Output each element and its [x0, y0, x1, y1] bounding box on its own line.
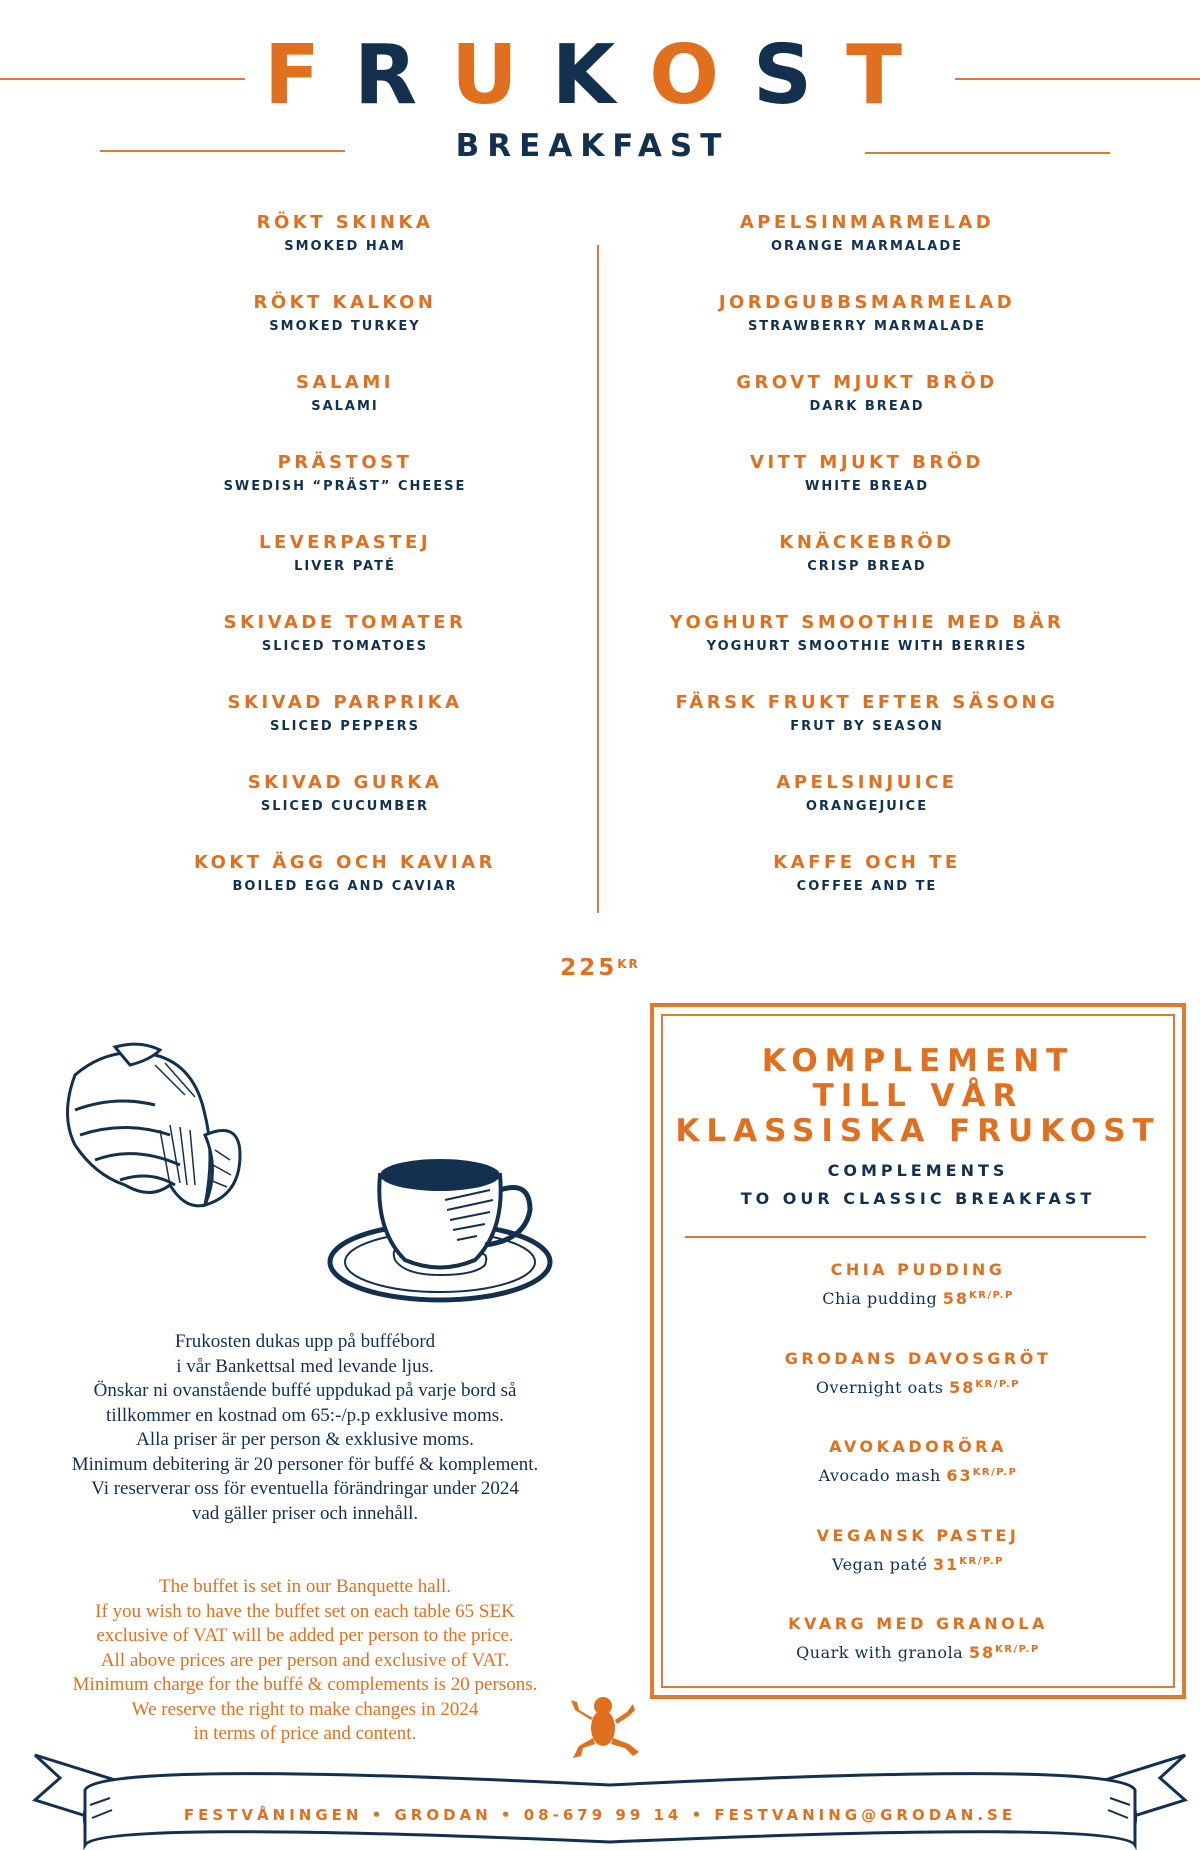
info-line: i vår Bankettsal med levande ljus. [176, 1355, 434, 1377]
title-letter: O [649, 28, 754, 123]
footer-contact: FESTVÅNINGEN • GRODAN • 08-679 99 14 • FESTVANING@GRODAN.SE [183, 1806, 1017, 1824]
menu-item-swedish: SKIVAD PARPRIKA [227, 692, 463, 713]
menu-item-english: ORANGEJUICE [805, 799, 929, 814]
title-letter: F [263, 28, 354, 123]
menu-item-swedish: SALAMI [296, 372, 394, 393]
menu-item-swedish: KNÄCKEBRÖD [779, 532, 955, 553]
complement-item [661, 1346, 1175, 1401]
info-line: exclusive of VAT will be added per person to the price. [96, 1625, 514, 1646]
complement-line [661, 1460, 1175, 1489]
info-line: in terms of price and content. [193, 1723, 417, 1744]
complements-title-line: TILL VÅR [812, 1078, 1024, 1114]
title-letter: R [354, 28, 452, 123]
complement-price: 58 [968, 1643, 996, 1662]
info-line: We reserve the right to make changes in 2024 [131, 1698, 479, 1720]
complements-subtitle-line: TO OUR CLASSIC BREAKFAST [740, 1189, 1096, 1208]
menu-item-english: BOILED EGG AND CAVIAR [232, 879, 458, 894]
complement-item [661, 1523, 1175, 1578]
menu-item-english: SLICED CUCUMBER [260, 799, 430, 814]
croissant-illustration [55, 1035, 255, 1225]
menu-item [632, 690, 1102, 770]
menu-item-swedish: KOKT ÄGG OCH KAVIAR [193, 852, 497, 873]
info-line: Önskar ni ovanstående buffé uppdukad på varje bord så [93, 1380, 517, 1401]
complement-item [661, 1611, 1175, 1666]
menu-item-english: ORANGE MARMALADE [770, 239, 964, 254]
menu-item [632, 530, 1102, 610]
complement-name-swedish: KVARG MED GRANOLA [788, 1614, 1048, 1633]
title-letter: T [846, 28, 937, 123]
menu-item-english: WHITE BREAD [805, 479, 929, 494]
complement-price: 31 [933, 1554, 960, 1574]
menu-item [110, 210, 580, 290]
complement-price: 63 [946, 1466, 973, 1485]
menu-item [110, 450, 580, 530]
menu-column-left [110, 210, 580, 930]
menu-item-english: SWEDISH “PRÄST” CHEESE [223, 479, 467, 494]
menu-item [110, 770, 580, 850]
menu-item-swedish: PRÄSTOST [277, 452, 413, 473]
menu-item [632, 370, 1102, 450]
info-line: If you wish to have the buffet set on each table 65 SEK [95, 1600, 515, 1622]
page-subtitle: BREAKFAST [455, 128, 730, 164]
complements-title-line: KOMPLEMENT [761, 1043, 1075, 1079]
menu-item-english: SLICED TOMATOES [261, 639, 429, 654]
menu-item-english: FRUT BY SEASON [790, 719, 944, 734]
menu-item [632, 290, 1102, 370]
menu-item-swedish: GROVT MJUKT BRÖD [736, 372, 998, 393]
complement-price: 58 [949, 1377, 976, 1397]
menu-item-swedish: VITT MJUKT BRÖD [750, 452, 984, 473]
complement-price-unit: KR/P.P [969, 1290, 1014, 1301]
menu-item [632, 450, 1102, 530]
buffet-price [0, 955, 1200, 981]
complements-title-line: KLASSISKA FRUKOST [675, 1113, 1161, 1149]
menu-item-english: SLICED PEPPERS [270, 719, 420, 734]
title-letter: K [551, 28, 650, 123]
menu-item-swedish: APELSINJUICE [776, 772, 958, 793]
menu-item-english: SMOKED TURKEY [269, 319, 421, 334]
complement-name-english: Avocado mash [818, 1466, 941, 1485]
menu-item [110, 610, 580, 690]
menu-item-swedish: APELSINMARMELAD [739, 212, 995, 233]
menu-item [110, 370, 580, 450]
info-line: Vi reserverar oss för eventuella förändringar under 2024 [91, 1478, 519, 1499]
complements-divider [685, 1236, 1146, 1238]
complement-item [661, 1257, 1175, 1312]
menu-item-english: SALAMI [311, 399, 379, 414]
complement-item [661, 1434, 1175, 1489]
menu-item [110, 530, 580, 610]
menu-item [632, 610, 1102, 690]
ribbon-banner [30, 1750, 1190, 1850]
info-line: Frukosten dukas upp på buffébord [174, 1331, 436, 1352]
info-english [20, 1575, 590, 1747]
complement-line [661, 1637, 1175, 1666]
menu-item-english: CRISP BREAD [807, 559, 927, 574]
menu-item-swedish: LEVERPASTEJ [258, 532, 432, 553]
menu-item [632, 770, 1102, 850]
menu-item [632, 210, 1102, 290]
menu-item [110, 850, 580, 930]
complement-price: 58 [942, 1289, 970, 1308]
column-divider [597, 245, 599, 913]
title-letter: S [753, 28, 847, 123]
menu-item-english: COFFEE AND TE [796, 879, 938, 894]
info-line: Minimum charge for the buffé & complements is 20 persons. [72, 1674, 538, 1695]
complement-name-swedish: AVOKADORÖRA [829, 1437, 1007, 1456]
menu-item-swedish: KAFFE OCH TE [773, 852, 961, 873]
price-unit: KR [617, 957, 640, 971]
info-line: tillkommer en kostnad om 65:-/p.p exklusive moms. [106, 1404, 504, 1426]
menu-item-swedish: JORDGUBBSMARMELAD [718, 292, 1016, 313]
complement-line [661, 1283, 1175, 1312]
menu-item-english: SMOKED HAM [284, 239, 406, 254]
complements-subtitle-line: COMPLEMENTS [827, 1161, 1009, 1180]
price-amount: 225 [560, 955, 618, 981]
complement-name-english: Quark with granola [796, 1643, 964, 1662]
complement-price-unit: KR/P.P [995, 1644, 1040, 1655]
info-swedish [20, 1330, 590, 1526]
menu-item [110, 290, 580, 370]
coffee-cup-illustration [325, 1150, 555, 1305]
info-line: Minimum debitering är 20 personer för buffé & komplement. [71, 1453, 539, 1475]
menu-item-english: LIVER PATÉ [294, 559, 396, 574]
complements-subtitle [661, 1157, 1175, 1213]
page-title [0, 30, 1200, 122]
complement-name-swedish: CHIA PUDDING [830, 1260, 1006, 1279]
info-line: vad gäller priser och innehåll. [191, 1502, 419, 1524]
menu-item-english: DARK BREAD [809, 399, 925, 414]
title-letter: U [451, 28, 552, 123]
info-line: Alla priser är per person & exklusive moms. [136, 1429, 474, 1450]
menu-item-swedish: SKIVADE TOMATER [223, 612, 467, 633]
menu-item-swedish: YOGHURT SMOOTHIE MED BÄR [669, 612, 1065, 633]
menu-item-swedish: FÄRSK FRUKT EFTER SÄSONG [675, 692, 1059, 713]
complement-line [661, 1549, 1175, 1578]
complement-name-english: Chia pudding [822, 1289, 938, 1308]
menu-item-english: YOGHURT SMOOTHIE WITH BERRIES [706, 639, 1028, 654]
menu-item [632, 850, 1102, 930]
complement-price-unit: KR/P.P [972, 1467, 1018, 1478]
complement-price-unit: KR/P.P [975, 1378, 1021, 1390]
menu-item [110, 690, 580, 770]
complement-name-english: Overnight oats [815, 1377, 944, 1397]
info-line: All above prices are per person and exclusive of VAT. [100, 1649, 510, 1671]
complement-price-unit: KR/P.P [959, 1555, 1004, 1567]
complement-line [661, 1372, 1175, 1401]
menu-item-swedish: RÖKT SKINKA [256, 212, 434, 233]
complement-name-swedish: VEGANSK PASTEJ [816, 1525, 1020, 1545]
menu-item-english: STRAWBERRY MARMALADE [747, 319, 987, 334]
menu-item-swedish: SKIVAD GURKA [247, 772, 443, 793]
complement-name-english: Vegan paté [832, 1554, 928, 1574]
complement-name-swedish: GRODANS DAVOSGRÖT [784, 1348, 1052, 1368]
menu-column-right [632, 210, 1102, 930]
complements-title [661, 1044, 1175, 1149]
info-line: The buffet is set in our Banquette hall. [159, 1576, 451, 1597]
menu-item-swedish: RÖKT KALKON [253, 292, 437, 313]
